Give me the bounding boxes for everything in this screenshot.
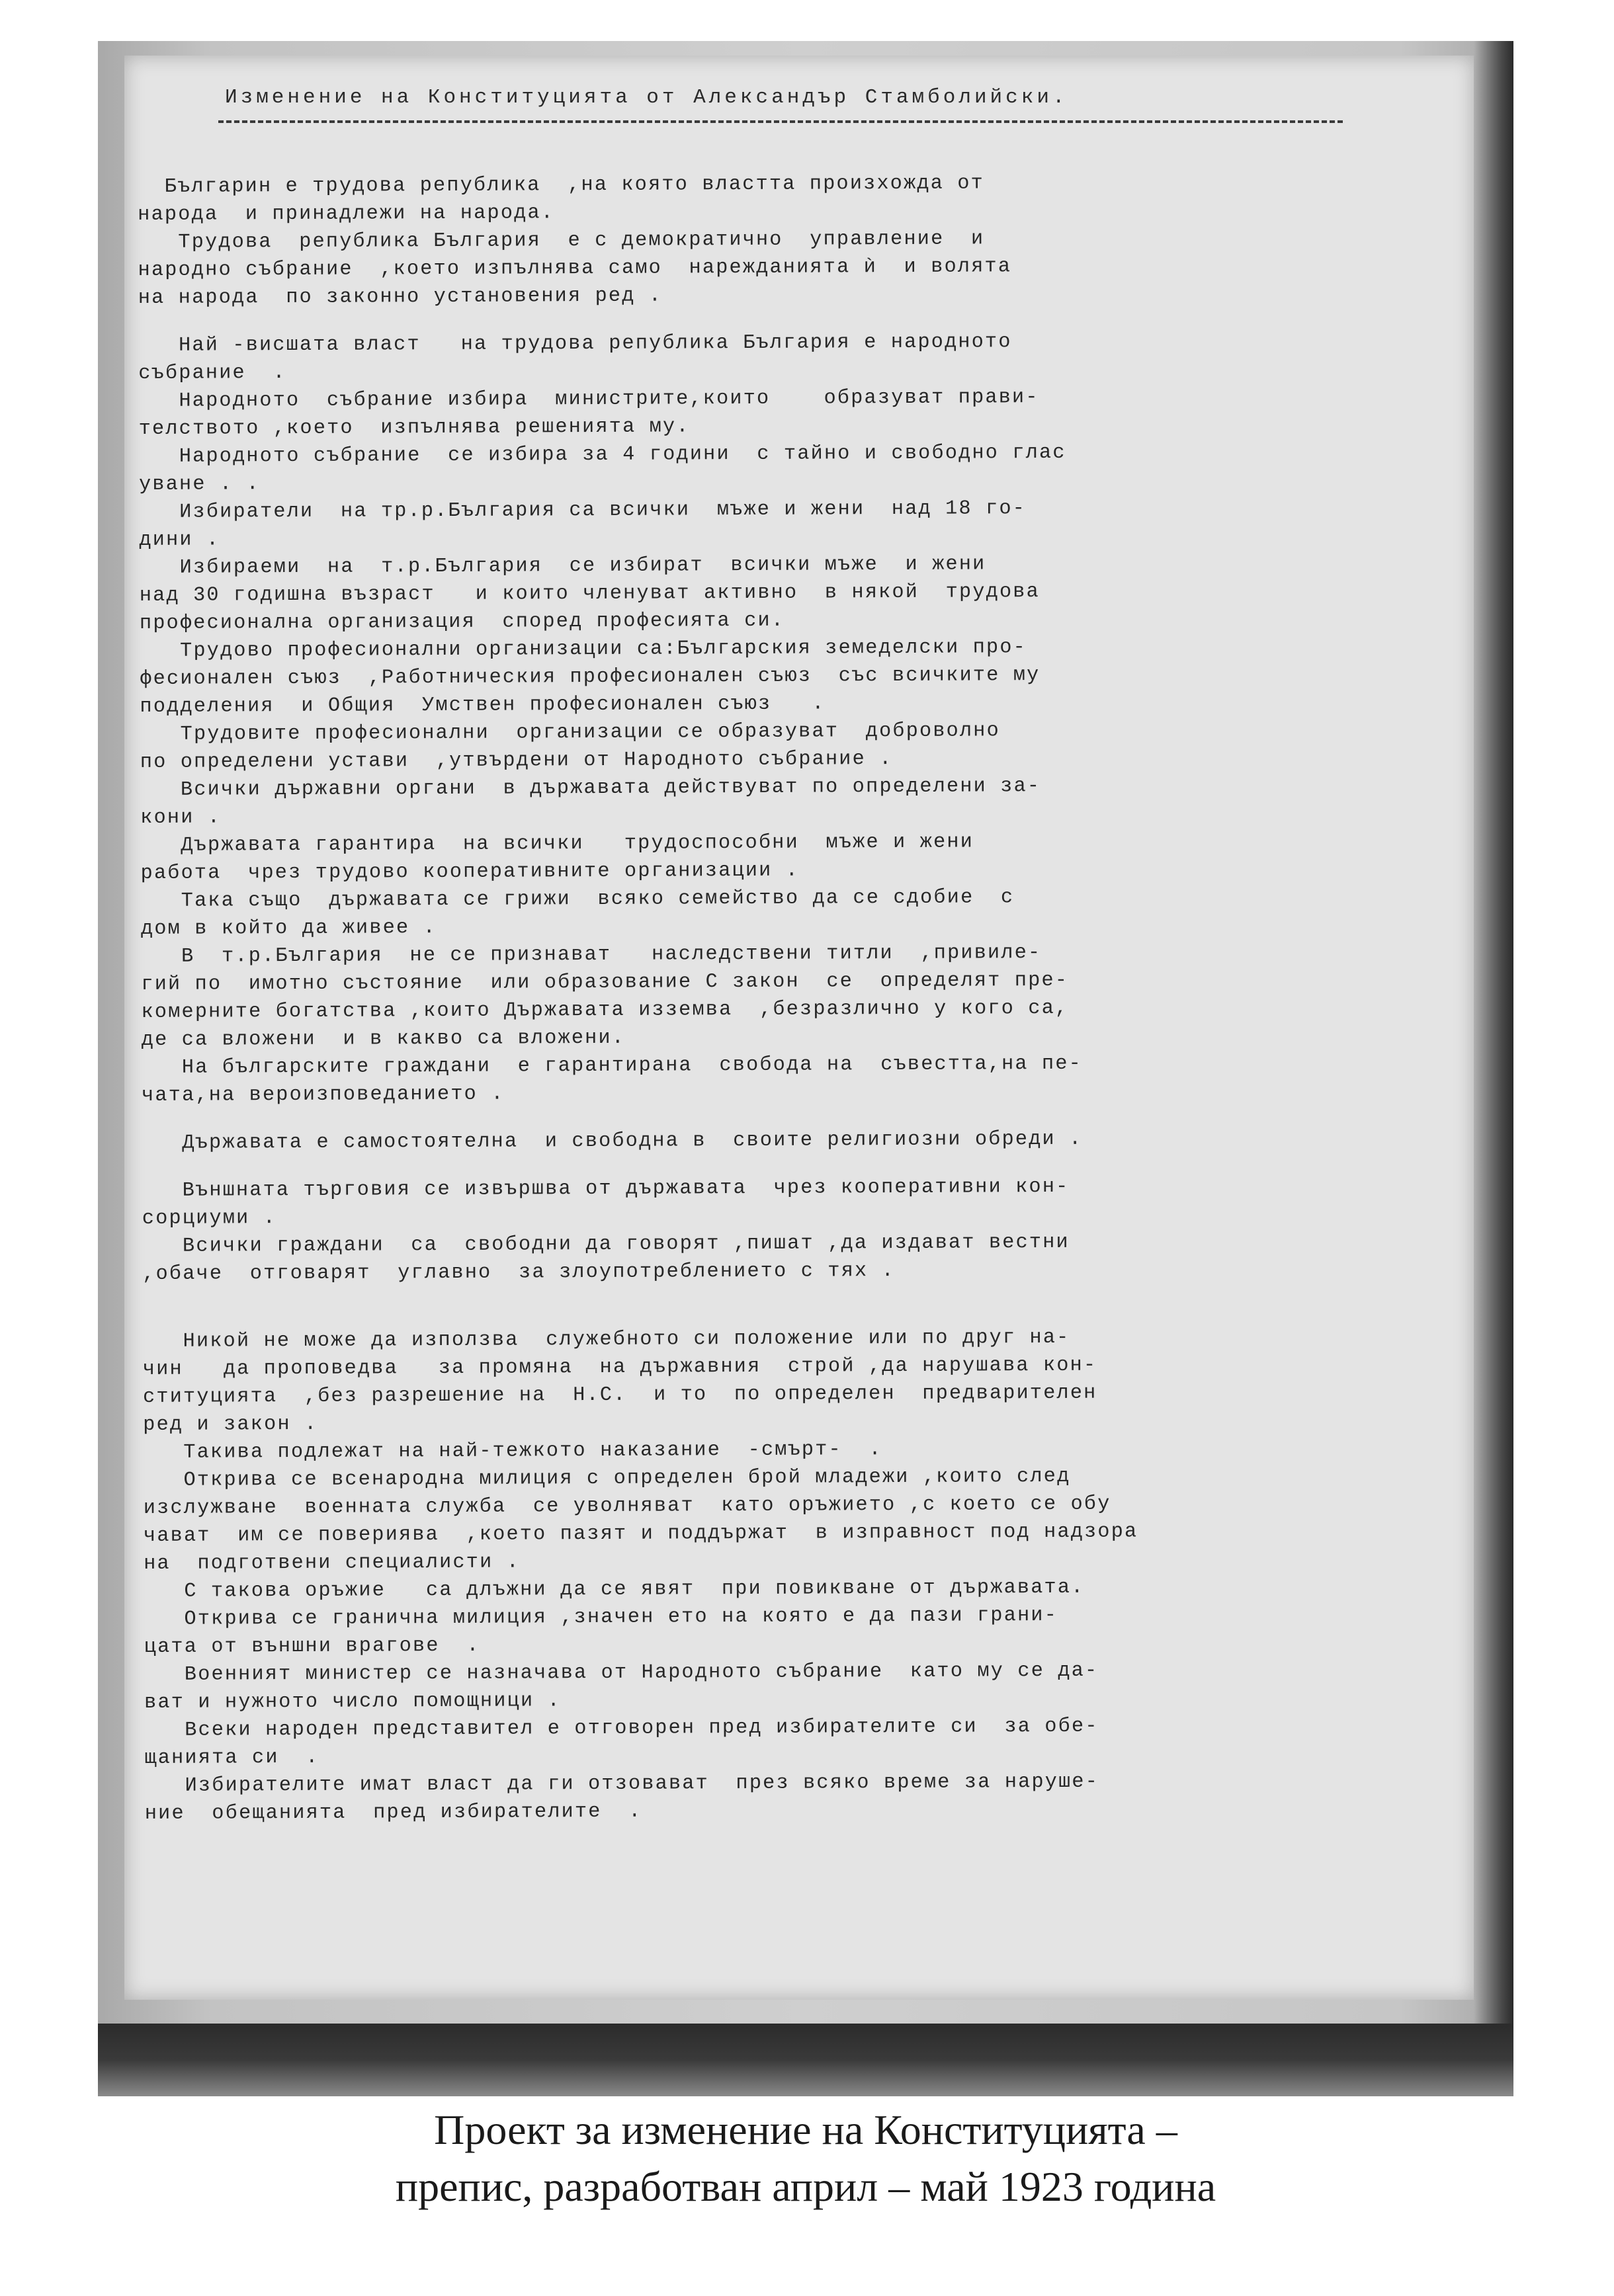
document-line: цата от външни врагове . <box>144 1634 480 1659</box>
document-line: С такова оръжие са длъжни да се явят при повикване от държавата. <box>144 1576 1085 1603</box>
document-line: Държавата е самостоятелна и свободна в своите религиозни обреди . <box>142 1128 1083 1155</box>
document-line: Най -висшата власт на трудова република България е народното <box>138 331 1012 357</box>
document-line: Избираеми на т.р.България се избират всички мъже и жени <box>139 553 986 579</box>
photo-bottom-band <box>98 2024 1513 2096</box>
document-line: чават им се повериява ,което пазят и поддържат в изправност под надзора <box>143 1520 1138 1547</box>
document-line: ституцията ,без разрешение на Н.С. и то по определен предварителен <box>143 1381 1097 1409</box>
document-line: Трудовите професионални организации се образуват доброволно <box>140 719 1000 746</box>
document-line: Открива се всенародна милиция с определен брой младежи ,които след <box>143 1465 1071 1492</box>
document-line: телството ,което изпълнява решенията му. <box>138 415 690 440</box>
document-line: ред и закон . <box>143 1413 318 1436</box>
document-line: Народното събрание се избира за 4 години с тайно и свободно глас <box>138 441 1066 468</box>
document-line: Външната търговия се извършва от държавата чрез кооперативни кон- <box>142 1175 1070 1202</box>
document-line: сорциуми . <box>142 1207 277 1230</box>
document-line: ,обаче отговарят углавно за злоупотреблението с тях . <box>142 1260 896 1286</box>
document-line: Българин е трудова република ,на която властта произхожда от <box>138 172 985 198</box>
document-line: де са вложени и в какво са вложени. <box>141 1026 626 1051</box>
document-line: над 30 годишна възраст и които членуват активно в някой трудова <box>139 581 1040 607</box>
photo-caption <box>98 2102 1513 2215</box>
document-line: Открива се гранична милиция ,значен ето на която е да пази грани- <box>144 1604 1058 1631</box>
caption-line-2: препис, разработван април – май 1923 година <box>395 2163 1216 2210</box>
document-line: На българските граждани е гарантирана свобода на съвестта,на пе- <box>141 1052 1083 1079</box>
document-line: Военният министер се назначава от Народното събрание като му се да- <box>144 1659 1099 1686</box>
document-line: по определени устави ,утвърдени от Народното събрание . <box>140 748 893 774</box>
document-line: професионална организация според професията си. <box>139 609 785 635</box>
document-line: ват и нужното число помощници . <box>144 1690 561 1714</box>
document-line: Всеки народен представител е отговорен пред избирателите си за обе- <box>144 1715 1099 1742</box>
document-line: Избиратели на тр.р.България са всички мъже и жени над 18 го- <box>139 497 1027 524</box>
document-line: народа и принадлежи на народа. <box>138 202 555 226</box>
document-line: Държавата гарантира на всички трудоспособни мъже и жени <box>140 831 974 857</box>
document-line: Така също държавата се грижи всяко семейство да се сдобие с <box>140 886 1015 913</box>
document-line: кони . <box>140 806 222 829</box>
caption-line-1: Проект за изменение на Конституцията – <box>434 2106 1177 2153</box>
document-line: ние обещанията пред избирателите . <box>144 1800 642 1825</box>
document-line: щанията си . <box>144 1746 319 1770</box>
document-line: събрание . <box>138 362 286 385</box>
document-line: чата,на вероизповеданието . <box>142 1083 505 1107</box>
document-line: Такива подлежат на най-тежкото наказание -смърт- . <box>143 1438 882 1464</box>
document-line: фесионален съюз ,Работническия професионален съюз със всичките му <box>140 664 1041 690</box>
document-line: на подготвени специалисти . <box>144 1551 521 1575</box>
document-line: изслужване военната служба се уволняват като оръжието ,с което се обу <box>143 1493 1111 1520</box>
document-line: Народното събрание избира министрите,които образуват прави- <box>138 386 1039 413</box>
document-line: дом в който да живее . <box>140 917 437 940</box>
document-line: Никой не може да използва служебното си положение или по друг на- <box>142 1326 1070 1353</box>
document-line: Трудово професионални организации са:Българския земеделски про- <box>140 636 1027 663</box>
document-line: дини . <box>139 528 220 552</box>
document-line: на народа по законно установения ред . <box>138 284 663 309</box>
document-body <box>138 167 1494 1828</box>
document-title: Изменение на Конституцията от Александър Стамболийски. <box>225 86 1068 109</box>
document-line: Всички граждани са свободни да говорят ,пишат ,да издават вестни <box>142 1231 1070 1258</box>
document-line: подделения и Общия Умствен професионален съюз . <box>140 692 826 718</box>
document-line: чин да проповедва за промяна на държавния строй ,да нарушава кон- <box>142 1354 1097 1381</box>
document-line: комерните богатства ,които Държавата изземва ,безразлично у кого са, <box>141 997 1069 1024</box>
document-line: В т.р.България не се признават наследствени титли ,привиле- <box>141 942 1042 968</box>
document-line: гий по имотно състояние или образование С закон се определят пре- <box>141 969 1069 996</box>
document-line: работа чрез трудово кооперативните организации . <box>140 859 800 885</box>
document-line: Избирателите имат власт да ги отзовават през всяко време за наруше- <box>144 1770 1099 1797</box>
document-line: народно събрание ,което изпълнява само нарежданията ѝ и волята <box>138 255 1012 282</box>
document-line: Всички държавни органи в държавата действуват по определени за- <box>140 775 1041 801</box>
title-underline <box>218 120 1343 123</box>
document-line: уване . . <box>138 473 260 496</box>
document-line: Трудова република България е с демократично управление и <box>138 227 985 254</box>
